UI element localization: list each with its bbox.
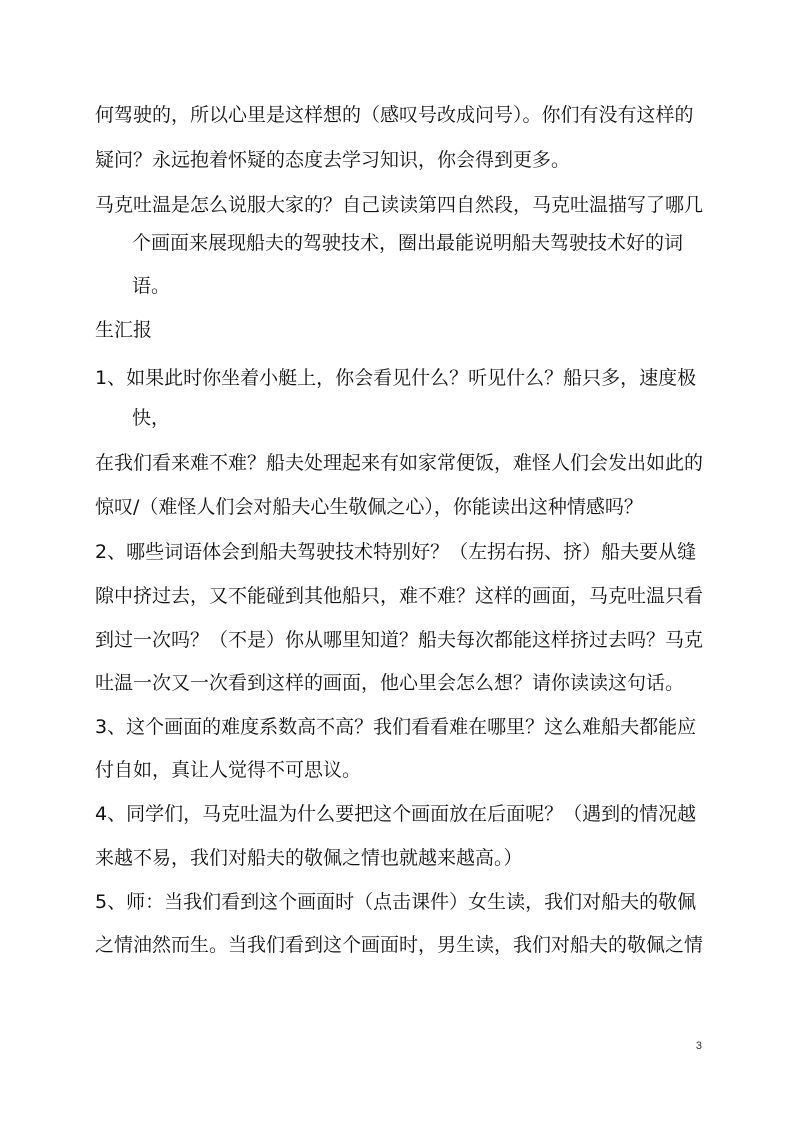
text-line-14: 吐温一次又一次看到这样的画面，他心里会怎么想？请你读读这句话。 bbox=[95, 672, 685, 694]
text-line-4: 个画面来展现船夫的驾驶技术，圈出最能说明船夫驾驶技术好的词 bbox=[132, 232, 684, 254]
text-line-17: 4、同学们，马克吐温为什么要把这个画面放在后面呢？（遇到的情况越 bbox=[95, 803, 697, 825]
text-line-7: 1、如果此时你坐着小艇上，你会看见什么？听见什么？船只多，速度极 bbox=[95, 367, 697, 389]
text-line-15: 3、这个画面的难度系数高不高？我们看看难在哪里？这么难船夫都能应 bbox=[95, 716, 697, 738]
text-line-8: 快， bbox=[132, 407, 171, 429]
text-line-5: 语。 bbox=[132, 275, 171, 297]
text-line-10: 惊叹/（难怪人们会对船夫心生敬佩之心），你能读出这种情感吗？ bbox=[95, 496, 643, 518]
page-number: 3 bbox=[695, 1040, 702, 1052]
text-line-3: 马克吐温是怎么说服大家的？自己读读第四自然段，马克吐温描写了哪几 bbox=[95, 194, 704, 216]
text-line-1: 何驾驶的，所以心里是这样想的（感叹号改成问号）。你们有没有这样的 bbox=[95, 104, 694, 126]
text-line-2: 疑问？永远抱着怀疑的态度去学习知识，你会得到更多。 bbox=[95, 149, 571, 171]
text-line-9: 在我们看来难不难？船夫处理起来有如家常便饭，难怪人们会发出如此的 bbox=[95, 452, 704, 474]
text-line-16: 付自如，真让人觉得不可思议。 bbox=[95, 759, 362, 781]
text-line-19: 5、师：当我们看到这个画面时（点击课件）女生读，我们对船夫的敬佩 bbox=[95, 891, 697, 913]
text-line-11: 2、哪些词语体会到船夫驾驶技术特别好？（左拐右拐、挤）船夫要从缝 bbox=[95, 541, 697, 563]
text-line-13: 到过一次吗？（不是）你从哪里知道？船夫每次都能这样挤过去吗？马克 bbox=[95, 629, 704, 651]
text-line-18: 来越不易，我们对船夫的敬佩之情也就越来越高。） bbox=[95, 847, 523, 869]
text-line-20: 之情油然而生。当我们看到这个画面时，男生读，我们对船夫的敬佩之情 bbox=[95, 934, 704, 956]
text-line-12: 隙中挤过去，又不能碰到其他船只，难不难？这样的画面，马克吐温只看 bbox=[95, 585, 704, 607]
text-line-6: 生汇报 bbox=[95, 319, 153, 341]
